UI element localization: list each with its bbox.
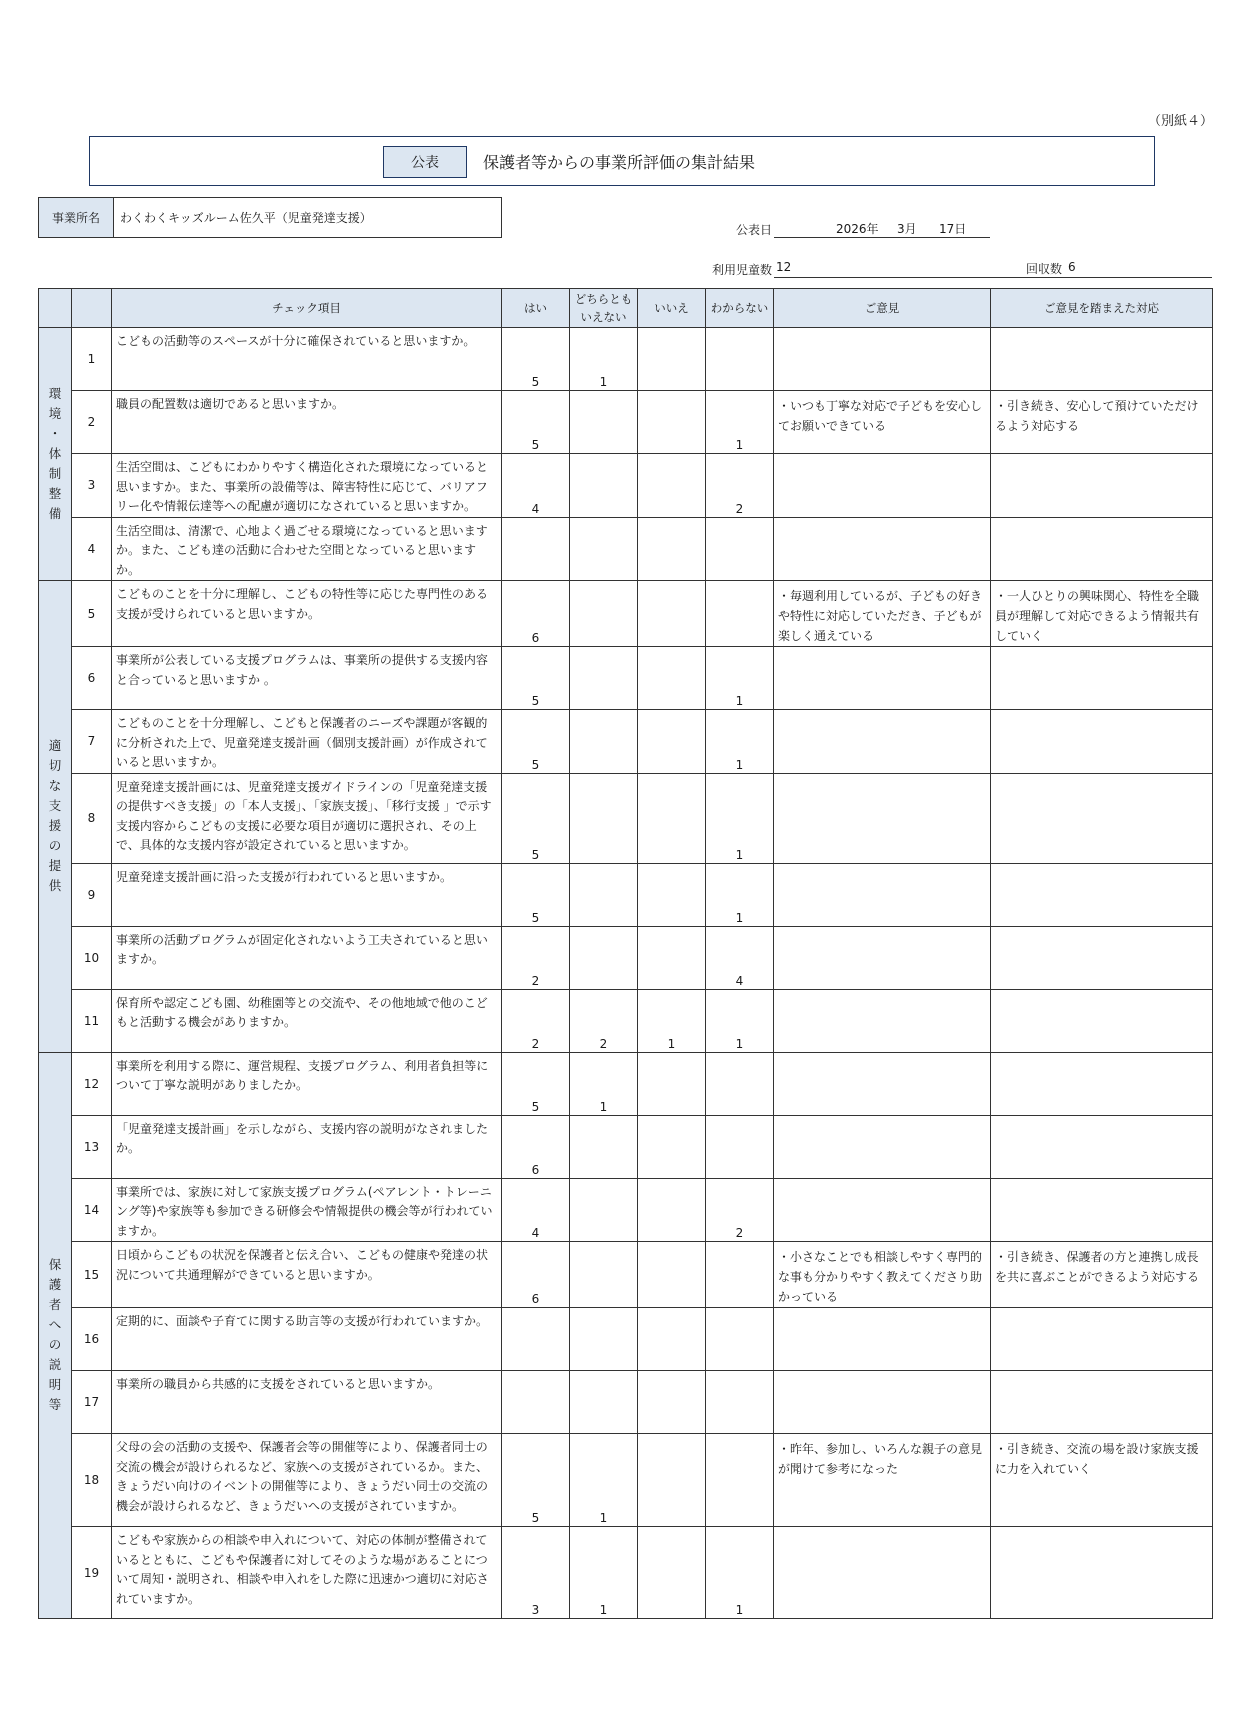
count-unknown bbox=[706, 1052, 774, 1115]
count-neither bbox=[570, 1308, 638, 1371]
count-no bbox=[638, 1434, 706, 1527]
category-label bbox=[39, 581, 72, 1053]
question-text: 父母の会の活動の支援や、保護者会等の開催等により、保護者同士の交流の機会が設けられるなど、家族への支援がされているか。また、きょうだい向けのイベントの開催等により、きょうだい同士の交流の機会が設けられるなど、きょうだいへの支援がされていますか。 bbox=[112, 1434, 502, 1527]
table-row bbox=[39, 1052, 1213, 1115]
children-count-label: 利用児童数 bbox=[712, 263, 773, 277]
header-response: ご意見を踏まえた対応 bbox=[991, 289, 1213, 328]
count-neither bbox=[570, 454, 638, 518]
item-number: 2 bbox=[72, 391, 112, 454]
count-unknown: 1 bbox=[706, 773, 774, 863]
category-char: な bbox=[48, 778, 62, 794]
opinion-text bbox=[774, 1178, 991, 1242]
opinion-text: ・いつも丁寧な対応で子どもを安心してお願いできている bbox=[774, 391, 991, 454]
table-row bbox=[39, 1178, 1213, 1242]
category-char: 制 bbox=[48, 466, 62, 481]
header-yes: はい bbox=[502, 289, 570, 328]
count-yes: 5 bbox=[502, 1434, 570, 1527]
count-no: 1 bbox=[638, 989, 706, 1052]
category-char: へ bbox=[48, 1317, 62, 1333]
count-unknown bbox=[706, 581, 774, 647]
count-yes: 5 bbox=[502, 391, 570, 454]
question-text: 保育所や認定こども園、幼稚園等との交流や、その他地域で他のこどもと活動する機会がありますか。 bbox=[112, 989, 502, 1052]
count-neither bbox=[570, 391, 638, 454]
response-text: ・引き続き、保護者の方と連携し成長を共に喜ぶことができるよう対応する bbox=[991, 1242, 1213, 1308]
opinion-text bbox=[774, 989, 991, 1052]
category-char: 者 bbox=[48, 1297, 62, 1313]
count-no bbox=[638, 710, 706, 774]
category-char: 環 bbox=[48, 386, 62, 401]
count-yes: 6 bbox=[502, 1242, 570, 1308]
count-neither bbox=[570, 863, 638, 926]
responses-label: 回収数 bbox=[1026, 262, 1063, 276]
item-number: 8 bbox=[72, 773, 112, 863]
response-text bbox=[991, 517, 1213, 581]
question-text: 生活空間は、こどもにわかりやすく構造化された環境になっていると思いますか。また、事業所の設備等は、障害特性に応じて、バリアフリー化や情報伝達等への配慮が適切になされていると思いますか。 bbox=[112, 454, 502, 518]
table-row bbox=[39, 1371, 1213, 1434]
header-blank-category bbox=[39, 289, 72, 328]
response-text: ・引き続き、交流の場を設け家族支援に力を入れていく bbox=[991, 1434, 1213, 1527]
count-neither: 1 bbox=[570, 328, 638, 391]
count-no bbox=[638, 517, 706, 581]
count-no bbox=[638, 328, 706, 391]
responses-count: 6 bbox=[1068, 260, 1076, 274]
question-text: 事業所の活動プログラムが固定化されないよう工夫されていると思いますか。 bbox=[112, 926, 502, 989]
pub-date-month: 3月 bbox=[897, 222, 917, 236]
count-no bbox=[638, 1178, 706, 1242]
table-row bbox=[39, 710, 1213, 774]
opinion-text: ・昨年、参加し、いろんな親子の意見が聞けて参考になった bbox=[774, 1434, 991, 1527]
category-char: の bbox=[48, 1337, 62, 1353]
table-row bbox=[39, 1434, 1213, 1527]
question-text: 事業所を利用する際に、運営規程、支援プログラム、利用者負担等について丁寧な説明がありましたか。 bbox=[112, 1052, 502, 1115]
opinion-text bbox=[774, 1115, 991, 1178]
count-no bbox=[638, 926, 706, 989]
item-number: 1 bbox=[72, 328, 112, 391]
opinion-text bbox=[774, 773, 991, 863]
category-char: ・ bbox=[48, 426, 62, 441]
header-no: いいえ bbox=[638, 289, 706, 328]
header-blank-number bbox=[72, 289, 112, 328]
item-number: 15 bbox=[72, 1242, 112, 1308]
category-char: 備 bbox=[48, 506, 62, 521]
count-unknown: 2 bbox=[706, 454, 774, 518]
count-yes: 5 bbox=[502, 328, 570, 391]
count-yes: 4 bbox=[502, 454, 570, 518]
pub-date-year: 2026年 bbox=[836, 222, 879, 236]
category-label bbox=[39, 328, 72, 581]
count-neither bbox=[570, 773, 638, 863]
opinion-text bbox=[774, 926, 991, 989]
question-text: 生活空間は、清潔で、心地よく過ごせる環境になっていると思いますか。また、こども達の活動に合わせた空間となっていると思いますか。 bbox=[112, 517, 502, 581]
count-no bbox=[638, 1371, 706, 1434]
office-name: わくわくキッズルーム佐久平（児童発達支援） bbox=[120, 211, 372, 225]
count-no bbox=[638, 647, 706, 710]
pub-date-label: 公表日 bbox=[736, 223, 773, 237]
response-text bbox=[991, 1052, 1213, 1115]
count-no bbox=[638, 1242, 706, 1308]
count-no bbox=[638, 1052, 706, 1115]
count-unknown: 2 bbox=[706, 1178, 774, 1242]
category-label bbox=[39, 1052, 72, 1619]
table-row bbox=[39, 989, 1213, 1052]
count-yes: 5 bbox=[502, 647, 570, 710]
category-char: 援 bbox=[48, 818, 62, 834]
response-text bbox=[991, 647, 1213, 710]
response-text bbox=[991, 773, 1213, 863]
count-yes: 3 bbox=[502, 1527, 570, 1619]
table-row bbox=[39, 1308, 1213, 1371]
count-unknown bbox=[706, 1434, 774, 1527]
opinion-text: ・毎週利用しているが、子どもの好きや特性に対応していただき、子どもが楽しく通えている bbox=[774, 581, 991, 647]
count-unknown: 1 bbox=[706, 863, 774, 926]
question-text: 児童発達支援計画に沿った支援が行われていると思いますか。 bbox=[112, 863, 502, 926]
question-text: こどもの活動等のスペースが十分に確保されていると思いますか。 bbox=[112, 328, 502, 391]
item-number: 4 bbox=[72, 517, 112, 581]
response-text bbox=[991, 1178, 1213, 1242]
count-no bbox=[638, 581, 706, 647]
count-no bbox=[638, 863, 706, 926]
table-row bbox=[39, 863, 1213, 926]
office-label: 事業所名 bbox=[39, 198, 114, 237]
count-unknown: 1 bbox=[706, 647, 774, 710]
count-neither: 2 bbox=[570, 989, 638, 1052]
category-char: 等 bbox=[48, 1397, 62, 1413]
count-unknown bbox=[706, 328, 774, 391]
table-row bbox=[39, 773, 1213, 863]
children-count: 12 bbox=[776, 260, 792, 274]
response-text bbox=[991, 454, 1213, 518]
item-number: 18 bbox=[72, 1434, 112, 1527]
count-yes bbox=[502, 517, 570, 581]
table-row bbox=[39, 1527, 1213, 1619]
question-text: 児童発達支援計画には、児童発達支援ガイドラインの「児童発達支援の提供すべき支援」の「本人支援」、「家族支援」、「移行支援 」で示す支援内容からこどもの支援に必要な項目が適切に選択され、その上で、具体的な支援内容が設定されていると思いますか。 bbox=[112, 773, 502, 863]
category-char: 体 bbox=[48, 446, 62, 461]
count-neither: 1 bbox=[570, 1434, 638, 1527]
category-char: 明 bbox=[48, 1377, 62, 1393]
response-text: ・一人ひとりの興味関心、特性を全職員が理解して対応できるよう情報共有していく bbox=[991, 581, 1213, 647]
count-neither: 1 bbox=[570, 1527, 638, 1619]
opinion-text bbox=[774, 1052, 991, 1115]
count-unknown: 1 bbox=[706, 710, 774, 774]
count-yes: 5 bbox=[502, 710, 570, 774]
count-no bbox=[638, 1115, 706, 1178]
count-unknown: 1 bbox=[706, 1527, 774, 1619]
publish-badge: 公表 bbox=[383, 146, 467, 178]
page-title: 保護者等からの事業所評価の集計結果 bbox=[483, 153, 756, 172]
item-number: 6 bbox=[72, 647, 112, 710]
category-char: 支 bbox=[48, 798, 62, 814]
opinion-text bbox=[774, 710, 991, 774]
question-text: 事業所の職員から共感的に支援をされていると思いますか。 bbox=[112, 1371, 502, 1434]
table-row bbox=[39, 391, 1213, 454]
category-char: 説 bbox=[48, 1357, 62, 1373]
count-unknown: 1 bbox=[706, 391, 774, 454]
count-unknown bbox=[706, 1308, 774, 1371]
question-text: 事業所では、家族に対して家族支援プログラム(ペアレント・トレーニング等)や家族等も参加できる研修会や情報提供の機会等が行われていますか。 bbox=[112, 1178, 502, 1242]
item-number: 12 bbox=[72, 1052, 112, 1115]
item-number: 14 bbox=[72, 1178, 112, 1242]
response-text bbox=[991, 863, 1213, 926]
count-unknown: 4 bbox=[706, 926, 774, 989]
office-name-box bbox=[38, 197, 502, 238]
response-text bbox=[991, 1371, 1213, 1434]
opinion-text bbox=[774, 517, 991, 581]
count-neither: 1 bbox=[570, 1052, 638, 1115]
category-char: 保 bbox=[48, 1257, 62, 1273]
response-text bbox=[991, 989, 1213, 1052]
count-no bbox=[638, 773, 706, 863]
response-text bbox=[991, 1527, 1213, 1619]
count-neither bbox=[570, 1178, 638, 1242]
count-yes bbox=[502, 1371, 570, 1434]
category-char: 護 bbox=[48, 1277, 62, 1293]
opinion-text bbox=[774, 1527, 991, 1619]
item-number: 13 bbox=[72, 1115, 112, 1178]
question-text: こどもや家族からの相談や申入れについて、対応の体制が整備されているとともに、こどもや保護者に対してそのような場があることについて周知・説明され、相談や申入れをした際に迅速かつ適切に対応されていますか。 bbox=[112, 1527, 502, 1619]
count-neither bbox=[570, 1242, 638, 1308]
count-yes: 5 bbox=[502, 773, 570, 863]
count-yes: 4 bbox=[502, 1178, 570, 1242]
category-char: 切 bbox=[48, 758, 62, 774]
count-no bbox=[638, 1527, 706, 1619]
title-box bbox=[89, 136, 1155, 186]
count-neither bbox=[570, 1371, 638, 1434]
count-yes: 6 bbox=[502, 581, 570, 647]
question-text: 日頃からこどもの状況を保護者と伝え合い、こどもの健康や発達の状況について共通理解ができていると思いますか。 bbox=[112, 1242, 502, 1308]
pub-date-day: 17日 bbox=[939, 222, 967, 236]
response-text bbox=[991, 1115, 1213, 1178]
count-no bbox=[638, 391, 706, 454]
category-char: 適 bbox=[48, 738, 62, 754]
item-number: 5 bbox=[72, 581, 112, 647]
question-text: こどものことを十分理解し、こどもと保護者のニーズや課題が客観的に分析された上で、児童発達支援計画（個別支援計画）が作成されていると思いますか。 bbox=[112, 710, 502, 774]
count-unknown bbox=[706, 1371, 774, 1434]
question-text: 「児童発達支援計画」を示しながら、支援内容の説明がなされましたか。 bbox=[112, 1115, 502, 1178]
opinion-text: ・小さなことでも相談しやすく専門的な事も分かりやすく教えてくださり助かっている bbox=[774, 1242, 991, 1308]
count-unknown bbox=[706, 1242, 774, 1308]
table-header-row bbox=[39, 289, 1213, 328]
question-text: 事業所が公表している支援プログラムは、事業所の提供する支援内容と合っていると思いますか 。 bbox=[112, 647, 502, 710]
response-text bbox=[991, 1308, 1213, 1371]
count-neither bbox=[570, 710, 638, 774]
header-check-item: チェック項目 bbox=[112, 289, 502, 328]
category-char: 供 bbox=[48, 878, 62, 894]
count-yes: 5 bbox=[502, 1052, 570, 1115]
count-yes: 6 bbox=[502, 1115, 570, 1178]
table-row bbox=[39, 581, 1213, 647]
count-yes bbox=[502, 1308, 570, 1371]
item-number: 10 bbox=[72, 926, 112, 989]
count-neither bbox=[570, 581, 638, 647]
count-neither bbox=[570, 517, 638, 581]
table-row bbox=[39, 1242, 1213, 1308]
item-number: 16 bbox=[72, 1308, 112, 1371]
opinion-text bbox=[774, 1308, 991, 1371]
count-unknown bbox=[706, 1115, 774, 1178]
appendix-label: （別紙４） bbox=[1148, 114, 1214, 129]
table-row bbox=[39, 647, 1213, 710]
category-char: 提 bbox=[48, 858, 62, 874]
item-number: 11 bbox=[72, 989, 112, 1052]
item-number: 17 bbox=[72, 1371, 112, 1434]
counts-field bbox=[774, 260, 1212, 278]
count-yes: 2 bbox=[502, 989, 570, 1052]
count-no bbox=[638, 454, 706, 518]
category-char: 整 bbox=[48, 486, 62, 501]
opinion-text bbox=[774, 1371, 991, 1434]
count-unknown: 1 bbox=[706, 989, 774, 1052]
category-char: の bbox=[48, 838, 62, 854]
count-neither bbox=[570, 926, 638, 989]
item-number: 19 bbox=[72, 1527, 112, 1619]
header-unknown: わからない bbox=[706, 289, 774, 328]
count-yes: 2 bbox=[502, 926, 570, 989]
item-number: 7 bbox=[72, 710, 112, 774]
question-text: 定期的に、面談や子育てに関する助言等の支援が行われていますか。 bbox=[112, 1308, 502, 1371]
count-neither bbox=[570, 1115, 638, 1178]
opinion-text bbox=[774, 454, 991, 518]
category-char: 境 bbox=[48, 406, 62, 421]
table-row bbox=[39, 328, 1213, 391]
table-row bbox=[39, 1115, 1213, 1178]
table-row bbox=[39, 517, 1213, 581]
opinion-text bbox=[774, 647, 991, 710]
count-yes: 5 bbox=[502, 863, 570, 926]
opinion-text bbox=[774, 328, 991, 391]
question-text: 職員の配置数は適切であると思いますか。 bbox=[112, 391, 502, 454]
table-row bbox=[39, 454, 1213, 518]
response-text bbox=[991, 926, 1213, 989]
response-text: ・引き続き、安心して預けていただけるよう対応する bbox=[991, 391, 1213, 454]
survey-table bbox=[38, 288, 1213, 1619]
count-no bbox=[638, 1308, 706, 1371]
table-row bbox=[39, 926, 1213, 989]
header-opinion: ご意見 bbox=[774, 289, 991, 328]
response-text bbox=[991, 710, 1213, 774]
header-neither: どちらとも いえない bbox=[570, 289, 638, 328]
response-text bbox=[991, 328, 1213, 391]
item-number: 3 bbox=[72, 454, 112, 518]
question-text: こどものことを十分に理解し、こどもの特性等に応じた専門性のある支援が受けられていると思いますか。 bbox=[112, 581, 502, 647]
item-number: 9 bbox=[72, 863, 112, 926]
opinion-text bbox=[774, 863, 991, 926]
pub-date-field bbox=[774, 220, 990, 238]
count-neither bbox=[570, 647, 638, 710]
count-unknown bbox=[706, 517, 774, 581]
